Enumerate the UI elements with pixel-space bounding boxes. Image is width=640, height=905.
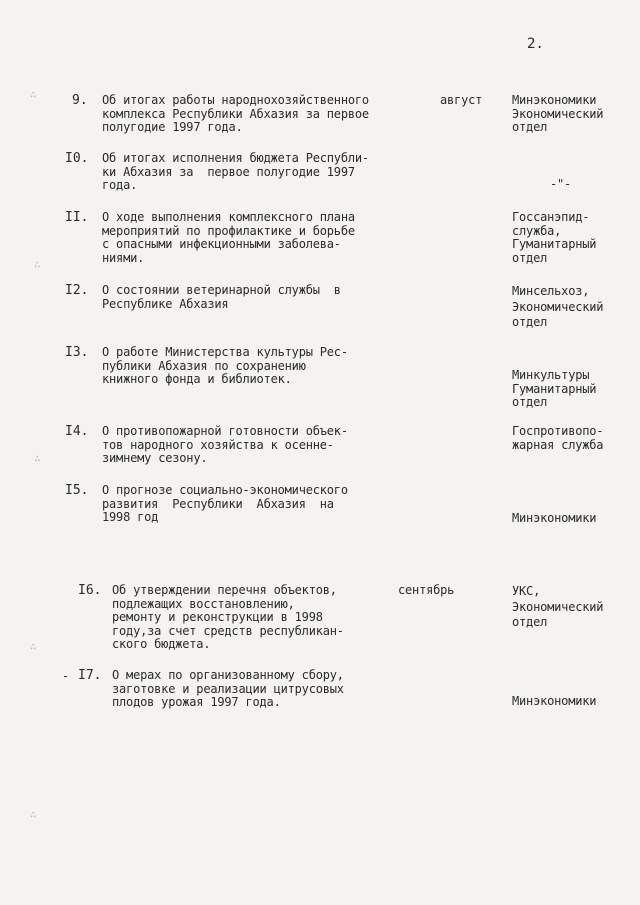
item-responsible: Госпротивопо- жарная служба (512, 424, 604, 452)
smudge-mark-icon: ∴ (30, 640, 37, 653)
item-number: I7. (78, 668, 102, 683)
item-text: О прогнозе социально-экономического развития Республики Абхазия на 1998 год (102, 483, 348, 524)
item-number: 9. (72, 93, 88, 108)
item-number: I0. (65, 151, 89, 166)
smudge-mark-icon: ∴ (30, 88, 37, 101)
item-number: I6. (78, 583, 102, 598)
item-text: Об итогах исполнения бюджета Республи- ки Абхазия за первое полугодие 1997 года. (102, 151, 369, 192)
margin-dash: - (62, 669, 70, 683)
smudge-mark-icon: ∴ (34, 258, 41, 271)
item-text: О противопожарной готовности объек- тов народного хозяйства к осенне- зимнему сезону. (102, 424, 348, 465)
item-responsible: Минэкономики (512, 694, 597, 708)
item-number: I2. (65, 283, 89, 298)
item-responsible: Минэкономики Экономический отдел (512, 93, 604, 134)
item-date: сентябрь (398, 583, 455, 597)
item-number: I4. (65, 424, 89, 439)
item-text: Об итогах работы народнохозяйственного комплекса Республики Абхазия за первое полугодие 1997 года. (102, 93, 369, 134)
item-text: О ходе выполнения комплексного плана мероприятий по профилактике и борьбе с опасными инфекционными заболева- ниями. (102, 210, 355, 265)
smudge-mark-icon: ∴ (34, 452, 41, 465)
item-number: II. (65, 210, 89, 225)
item-text: О работе Министерства культуры Рес- публики Абхазия по сохранению книжного фонда и библиотек. (102, 345, 348, 386)
smudge-mark-icon: ∴ (30, 808, 37, 821)
item-text: О состоянии ветеринарной службы в Республике Абхазия (102, 283, 341, 311)
item-responsible: Госсанэпид- служба, Гуманитарный отдел (512, 210, 597, 265)
item-responsible: Минсельхоз, Экономический отдел (512, 284, 604, 329)
item-date: август (440, 93, 483, 107)
item-responsible: УКС, Экономический отдел (512, 584, 604, 629)
item-number: I5. (65, 483, 89, 498)
item-responsible: -"- (550, 177, 572, 191)
item-number: I3. (65, 345, 89, 360)
item-responsible: Минэкономики (512, 511, 597, 525)
item-text: О мерах по организованному сбору, заготовке и реализации цитрусовых плодов урожая 1997 года. (112, 668, 344, 709)
page-number: 2. (527, 36, 544, 52)
item-text: Об утверждении перечня объектов, подлежащих восстановлению, ремонту и реконструкции в 1998 году,за счет средств республикан- ского бюджета. (112, 583, 344, 651)
item-responsible: Минкультуры Гуманитарный отдел (512, 368, 597, 409)
